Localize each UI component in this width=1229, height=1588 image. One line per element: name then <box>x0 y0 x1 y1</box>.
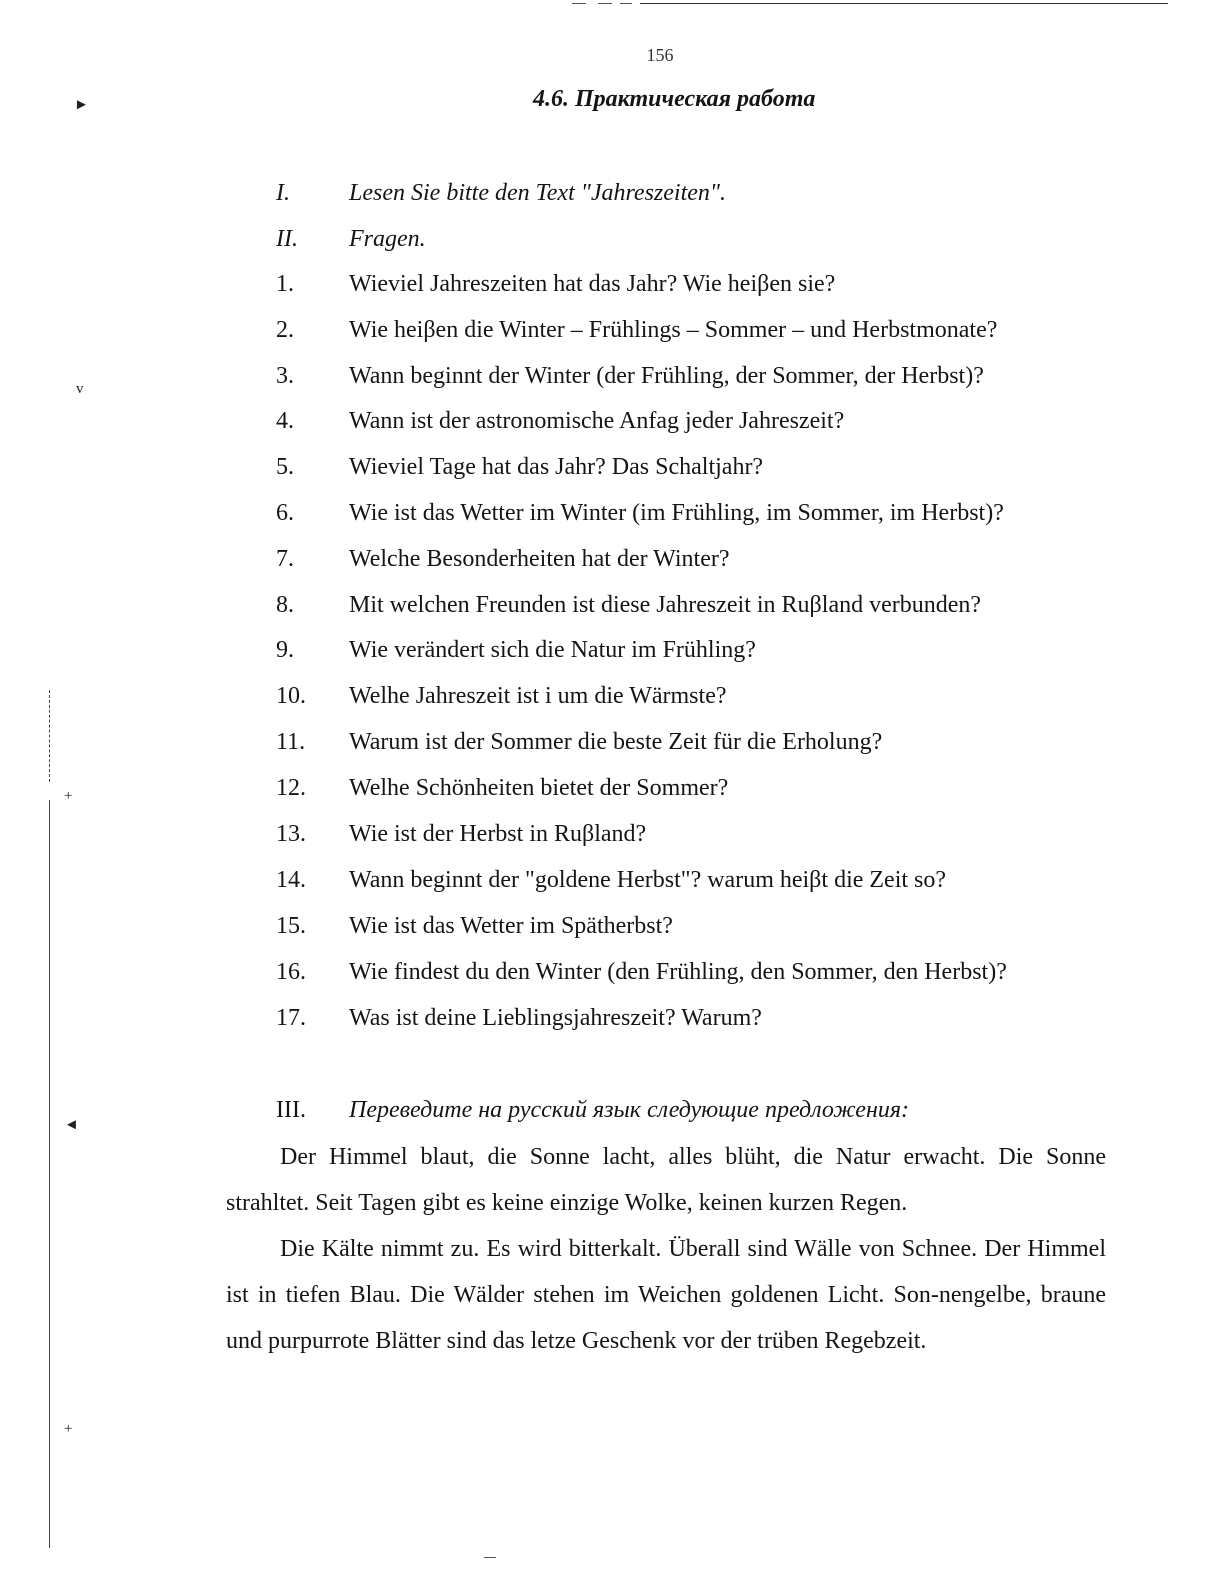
question-text: Wann beginnt der "goldene Herbst"? warum heiβt die Zeit so? <box>349 867 947 893</box>
margin-line <box>49 800 50 1548</box>
question-number: 7. <box>276 546 294 572</box>
question-number: 1. <box>276 271 294 297</box>
task-text: Fragen. <box>349 226 426 252</box>
paragraph: Die Kälte nimmt zu. Es wird bitterkalt. Überall sind Wälle von Schnee. Der Himmel ist in tiefen Blau. Die Wälder stehen im Weichen goldenen Licht. Son-nengelbe, braune und purpurrote Blätter sind das letze Geschenk vor der trüben Regebzeit. <box>226 1236 1106 1354</box>
question-number: 17. <box>276 1005 306 1031</box>
question-number: 15. <box>276 913 306 939</box>
top-dash <box>598 3 612 4</box>
question-text: Wieviel Jahreszeiten hat das Jahr? Wie heiβen sie? <box>349 271 836 297</box>
top-rule <box>640 3 1168 4</box>
margin-mark-icon: v <box>76 381 84 397</box>
question-text: Mit welchen Freunden ist diese Jahreszeit in Ruβland verbunden? <box>349 592 982 618</box>
question-text: Wann beginnt der Winter (der Frühling, der Sommer, der Herbst)? <box>349 363 984 389</box>
question-text: Wie ist das Wetter im Spätherbst? <box>349 913 673 939</box>
question-number: 16. <box>276 959 306 985</box>
margin-mark-icon: + <box>64 788 73 804</box>
top-dash <box>620 3 632 4</box>
question-number: 2. <box>276 317 294 343</box>
question-text: Warum ist der Sommer die beste Zeit für die Erholung? <box>349 729 883 755</box>
question-text: Wie ist der Herbst in Ruβland? <box>349 821 647 847</box>
question-number: 6. <box>276 500 294 526</box>
task-text: Переведите на русский язык следующие предложения: <box>349 1097 910 1123</box>
task-text: Lesen Sie bitte den Text "Jahreszeiten". <box>349 180 726 206</box>
question-number: 4. <box>276 408 294 434</box>
question-number: 13. <box>276 821 306 847</box>
question-number: 5. <box>276 454 294 480</box>
question-number: 10. <box>276 683 306 709</box>
question-text: Wie heiβen die Winter – Frühlings – Sommer – und Herbstmonate? <box>349 317 998 343</box>
question-number: 14. <box>276 867 306 893</box>
question-text: Wie verändert sich die Natur im Frühling? <box>349 637 756 663</box>
section-heading: 4.6. Практическая работа <box>533 86 816 112</box>
paragraph: Der Himmel blaut, die Sonne lacht, alles blüht, die Natur erwacht. Die Sonne strahltet. Seit Tagen gibt es keine einzige Wolke, keinen kurzen Regen. <box>226 1144 1106 1216</box>
question-text: Wann ist der astronomische Anfag jeder Jahreszeit? <box>349 408 845 434</box>
question-text: Welhe Jahreszeit ist i um die Wärmste? <box>349 683 727 709</box>
question-number: 12. <box>276 775 306 801</box>
question-text: Wieviel Tage hat das Jahr? Das Schaltjahr? <box>349 454 764 480</box>
bottom-dash <box>484 1557 496 1558</box>
margin-mark-icon: + <box>64 1421 73 1437</box>
question-text: Welhe Schönheiten bietet der Sommer? <box>349 775 729 801</box>
question-text: Wie ist das Wetter im Winter (im Frühling, im Sommer, im Herbst)? <box>349 500 1004 526</box>
task-number: I. <box>276 180 290 206</box>
margin-mark-icon: ► <box>74 97 89 113</box>
question-text: Was ist deine Lieblingsjahreszeit? Warum? <box>349 1005 762 1031</box>
task-number: III. <box>276 1097 306 1123</box>
task-number: II. <box>276 226 298 252</box>
question-number: 11. <box>276 729 306 755</box>
question-number: 8. <box>276 592 294 618</box>
margin-line <box>49 690 50 782</box>
question-number: 9. <box>276 637 294 663</box>
question-text: Wie findest du den Winter (den Frühling, den Sommer, den Herbst)? <box>349 959 1007 985</box>
question-number: 3. <box>276 363 294 389</box>
page-number: 156 <box>646 45 674 65</box>
margin-mark-icon: ◄ <box>64 1117 79 1133</box>
top-dash <box>572 3 586 4</box>
question-text: Welche Besonderheiten hat der Winter? <box>349 546 730 572</box>
